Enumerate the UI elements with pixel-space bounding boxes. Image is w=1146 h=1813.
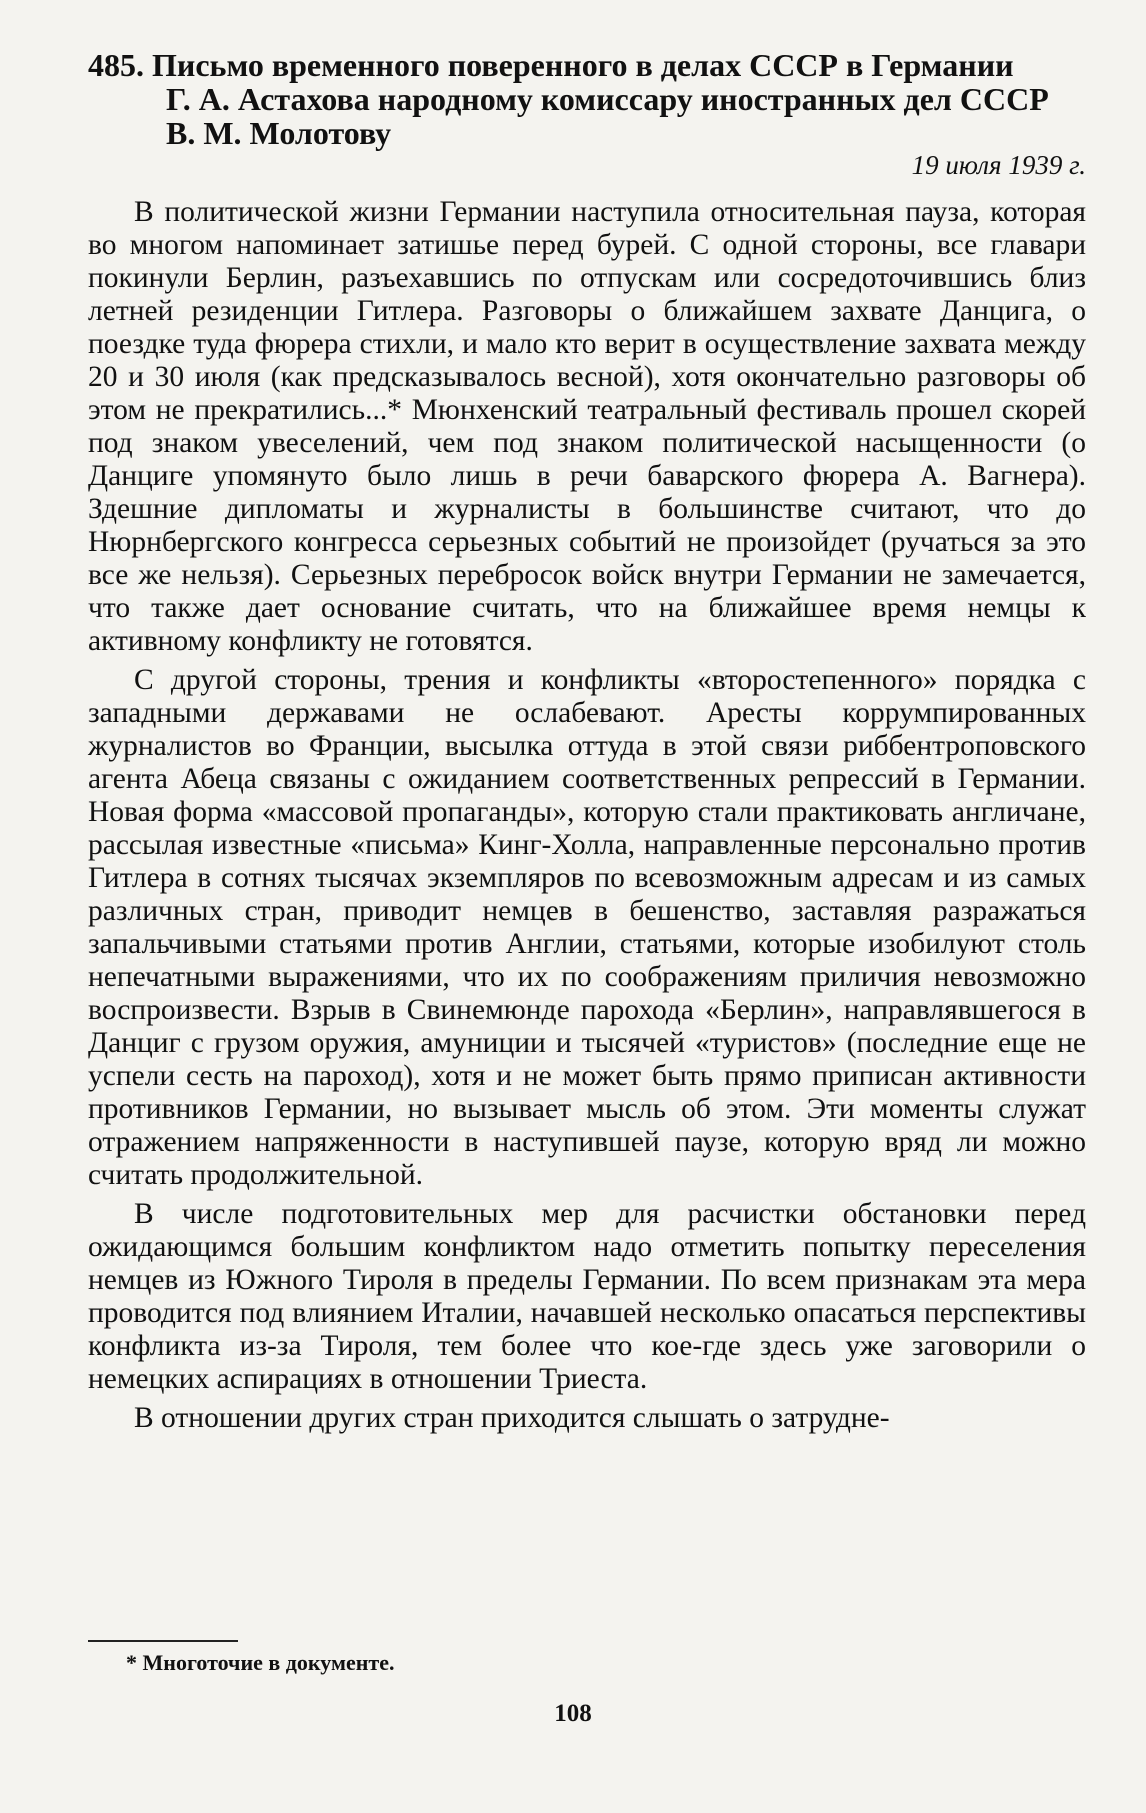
- paragraph-4: В отношении других стран приходится слышать о затрудне-: [134, 1402, 890, 1434]
- paragraph-1: В политической жизни Германии наступила относительная пауза, которая во многом напоминает затишье перед бурей. С одной стороны, все главари покинули Берлин, разъехавшись по отпускам или сосредоточившись близ летней резиденции Гитлера. Разговоры о ближайшем захвате Данцига, о поездке туда фюрера стихли, и мало кто верит в осуществление захвата между 20 и 30 июля (как предсказывалось весной), хотя окончательно разговоры об этом не прекратились...* Мюнхенский театральный фестиваль прошел скорей под знаком увеселений, чем под знаком политической насыщенности (о Данциге упомянуто было лишь в речи баварского фюрера А. Вагнера). Здешние дипломаты и журналисты в большинстве считают, что до Нюрнбергского конгресса серьезных событий не произойдет (ручаться за это все же нельзя). Серьезных перебросок войск внутри Германии не замечается, что также дает основание считать, что на ближайшее время немцы к активному конфликту не готовятся.: [88, 196, 1086, 657]
- heading-line-2: Г. А. Астахова народному комиссару иностранных дел СССР: [166, 81, 1049, 117]
- document-body: [88, 196, 1086, 1435]
- page-number: 108: [554, 1700, 592, 1727]
- document-heading: [88, 48, 1086, 150]
- paragraph-2: С другой стороны, трения и конфликты «второстепенного» порядка с западными державами не ослабевают. Аресты коррумпированных журналистов во Франции, высылка оттуда в этой связи риббентроповского агента Абеца связаны с ожиданием соответственных репрессий в Германии. Новая форма «массовой пропаганды», которую стали практиковать англичане, рассылая известные «письма» Кинг-Холла, направленные персонально против Гитлера в сотнях тысячах экземпляров по всевозможным адресам и из самых различных стран, приводит немцев в бешенство, заставляя разражаться запальчивыми статьями против Англии, статьями, которые изобилуют столь непечатными выражениями, что их по соображениям приличия невозможно воспроизвести. Взрыв в Свинемюнде парохода «Берлин», направлявшегося в Данциг с грузом оружия, амуниции и тысячей «туристов» (последние еще не успели сесть на пароход), хотя и не может быть прямо приписан активности противников Германии, но вызывает мысль об этом. Эти моменты служат отражением напряженности в наступившей паузе, которую вряд ли можно считать продолжительной.: [88, 664, 1086, 1191]
- heading-line-1: 485. Письмо временного поверенного в делах СССР в Германии: [88, 47, 1014, 83]
- footnote: * Многоточие в документе.: [126, 1650, 395, 1675]
- heading-line-3: В. М. Молотову: [166, 115, 392, 151]
- document-date: 19 июля 1939 г.: [911, 150, 1086, 180]
- document-page: [88, 48, 1086, 1441]
- footnote-divider: [88, 1640, 238, 1642]
- paragraph-3: В числе подготовительных мер для расчистки обстановки перед ожидающимся большим конфликтом надо отметить попытку переселения немцев из Южного Тироля в пределы Германии. По всем признакам эта мера проводится под влиянием Италии, начавшей несколько опасаться перспективы конфликта из-за Тироля, тем более что кое-где здесь уже заговорили о немецких аспирациях в отношении Триеста.: [88, 1198, 1086, 1395]
